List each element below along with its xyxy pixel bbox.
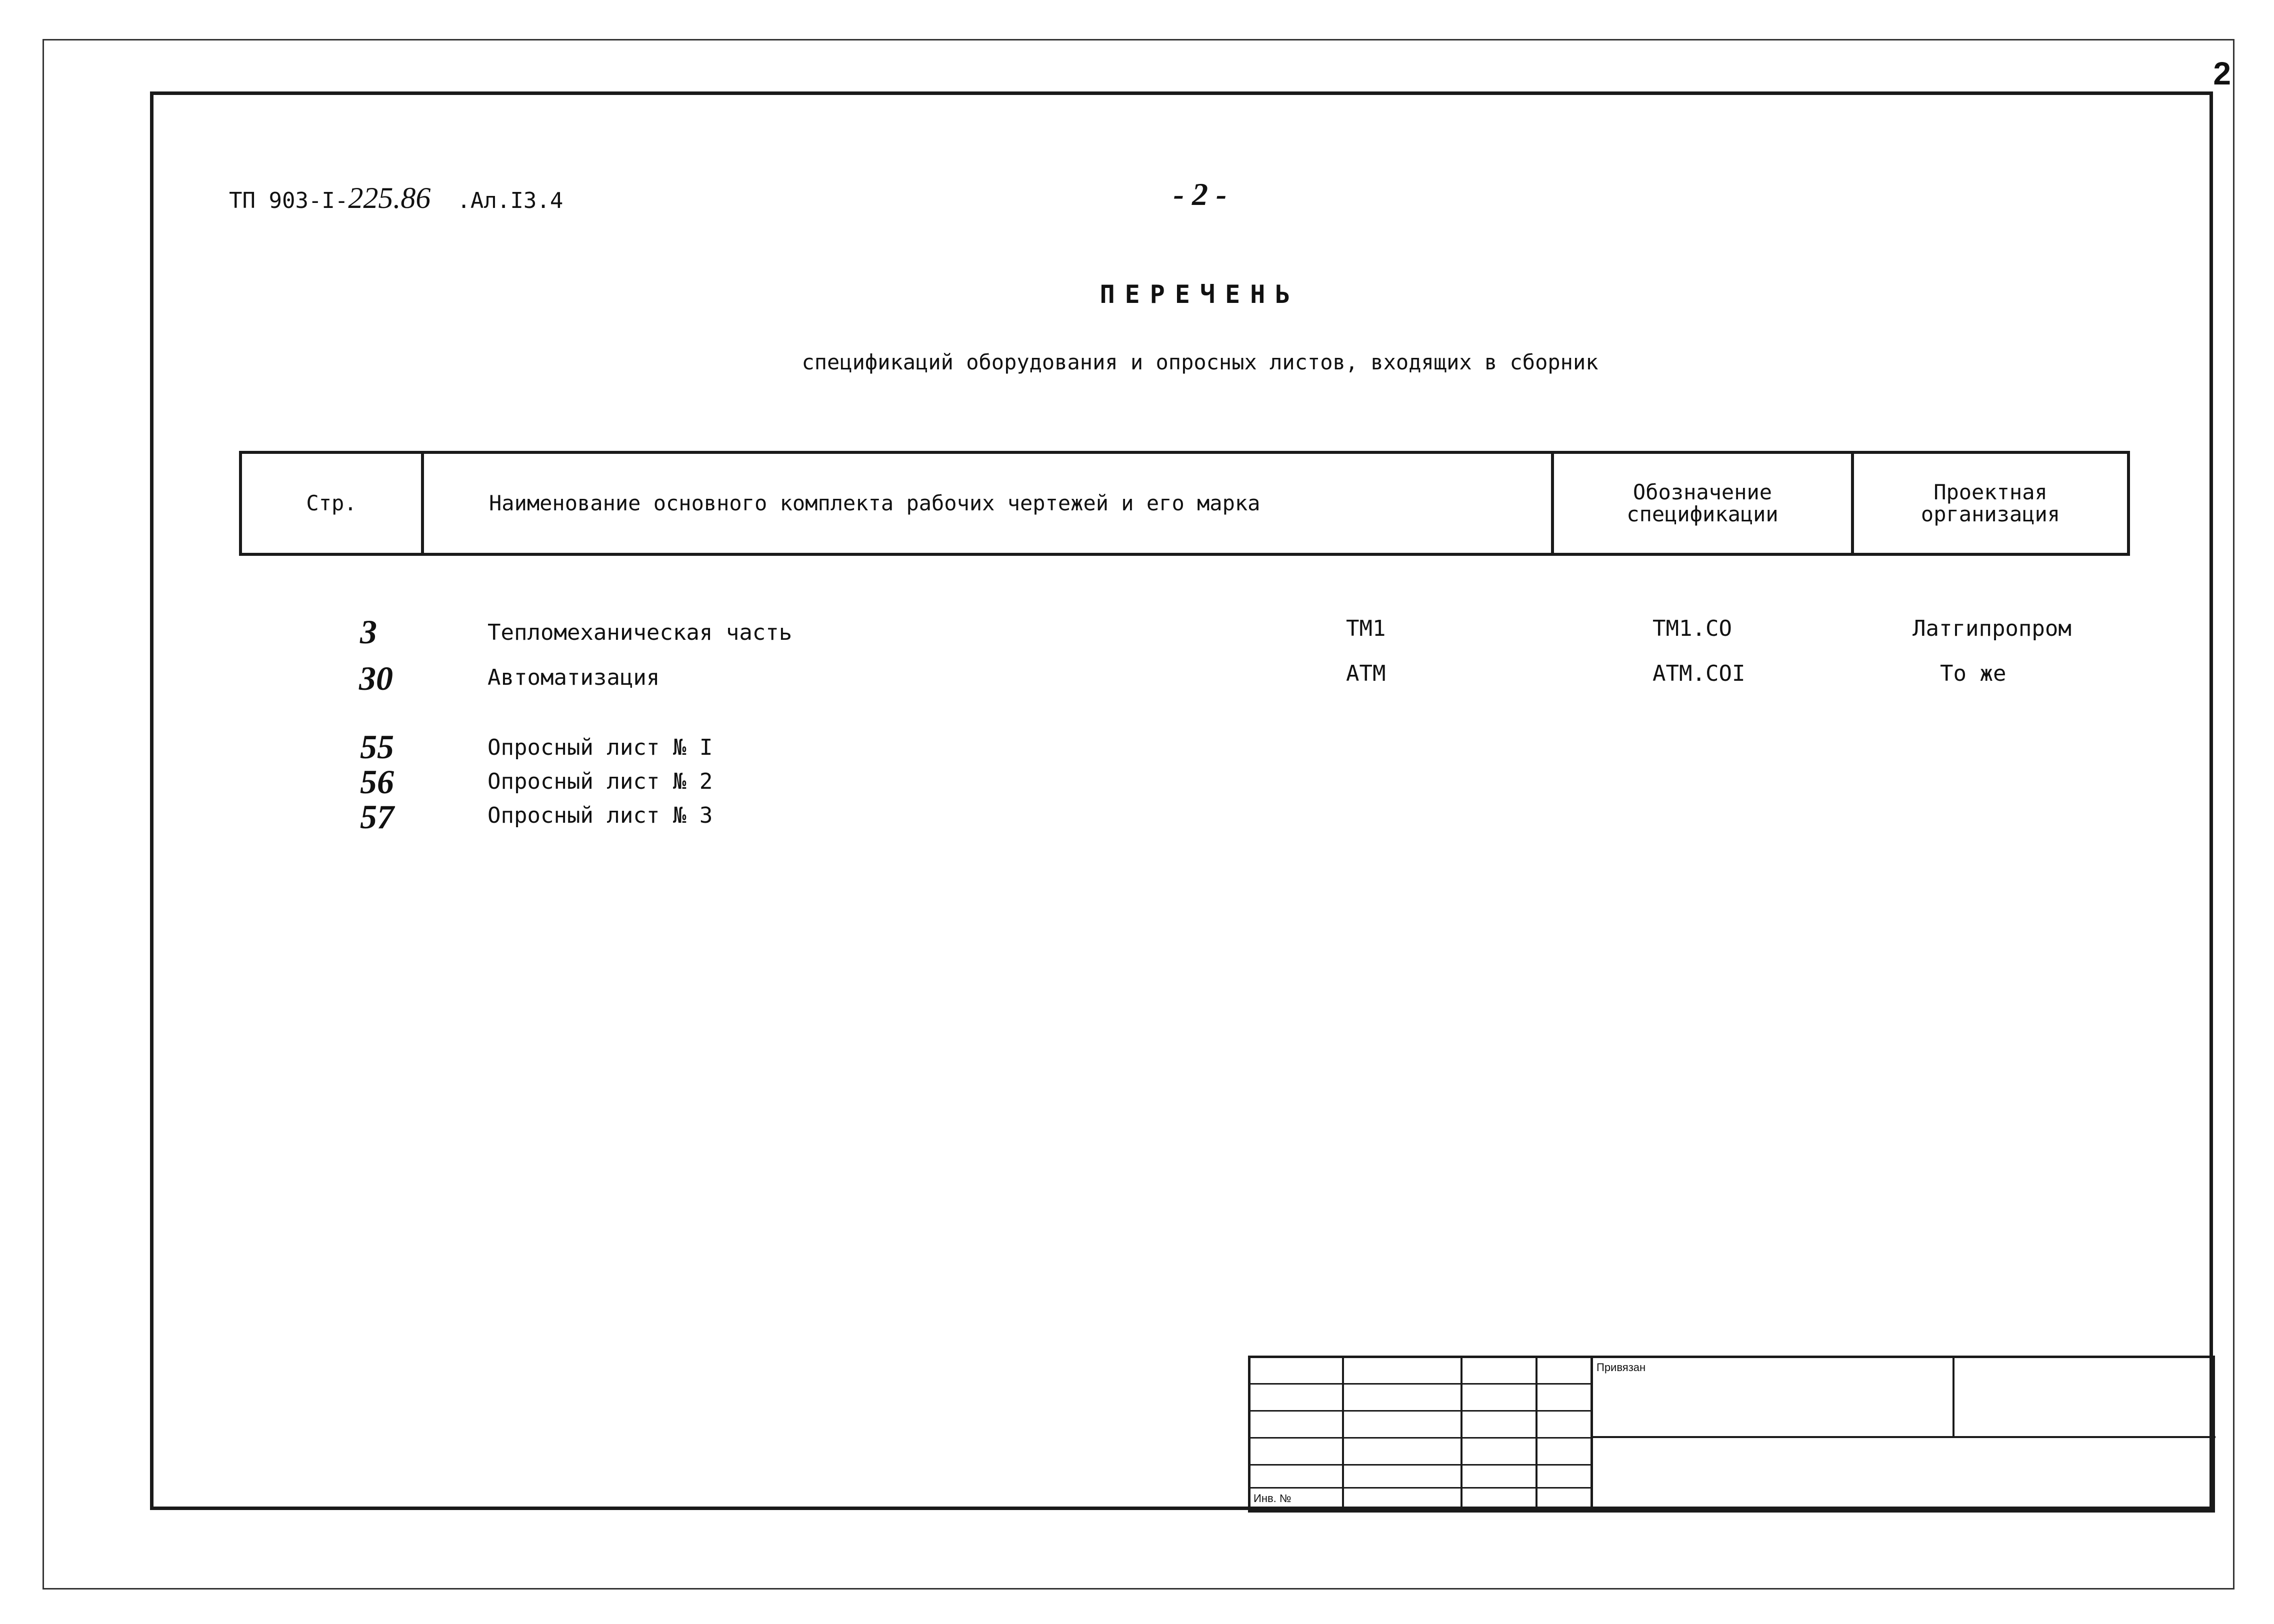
stamp-line	[1590, 1358, 1593, 1510]
doc-code-suffix: .Ал.I3.4	[457, 188, 564, 213]
document-title: ПЕРЕЧЕНЬ	[1100, 280, 1300, 309]
stamp-line	[1952, 1358, 1954, 1437]
document-subtitle: спецификаций оборудования и опросных листов, входящих в сборник	[802, 350, 1598, 374]
row-org: То же	[1940, 661, 2006, 686]
title-block-stamp	[1248, 1356, 2215, 1513]
row-name: Опросный лист № 3	[488, 803, 713, 828]
page-marker: - 2 -	[1173, 176, 1227, 212]
row-name: Автоматизация	[488, 665, 660, 690]
header-name: Наименование основного комплекта рабочих чертежей и его марка	[421, 454, 1551, 553]
header-org: Проектная организация	[1851, 454, 2127, 553]
table-header	[239, 451, 2130, 556]
row-page: 57	[360, 798, 394, 836]
row-org: Латгипропром	[1912, 616, 2072, 641]
stamp-line	[1250, 1464, 1590, 1466]
row-page: 56	[360, 763, 394, 801]
row-name: Тепломеханическая часть	[488, 620, 792, 645]
row-page: 55	[360, 728, 394, 766]
stamp-line	[1250, 1410, 1590, 1412]
stamp-line	[1250, 1437, 1590, 1439]
row-spec: АТМ.СОI	[1652, 661, 1746, 686]
row-name: Опросный лист № 2	[488, 769, 713, 794]
doc-code-handwritten: 225.86	[348, 181, 431, 214]
row-page: 30	[359, 659, 393, 697]
document-code	[229, 181, 563, 215]
stamp-label-inv: Инв. №	[1254, 1492, 1292, 1505]
row-page: 3	[360, 613, 377, 651]
doc-code-prefix: ТП 903-I-	[229, 188, 348, 213]
stamp-line	[1250, 1383, 1590, 1385]
stamp-line	[1590, 1436, 2216, 1438]
row-mark: ТМ1	[1346, 616, 1386, 641]
header-spec: Обозначение спецификации	[1551, 454, 1851, 553]
stamp-label-attached: Привязан	[1596, 1361, 1646, 1374]
header-page: Стр.	[306, 490, 357, 515]
sheet-number: 2	[2213, 55, 2231, 91]
stamp-line	[1250, 1487, 1590, 1489]
row-spec: ТМ1.СО	[1652, 616, 1732, 641]
row-mark: АТМ	[1346, 661, 1386, 686]
row-name: Опросный лист № I	[488, 735, 713, 760]
